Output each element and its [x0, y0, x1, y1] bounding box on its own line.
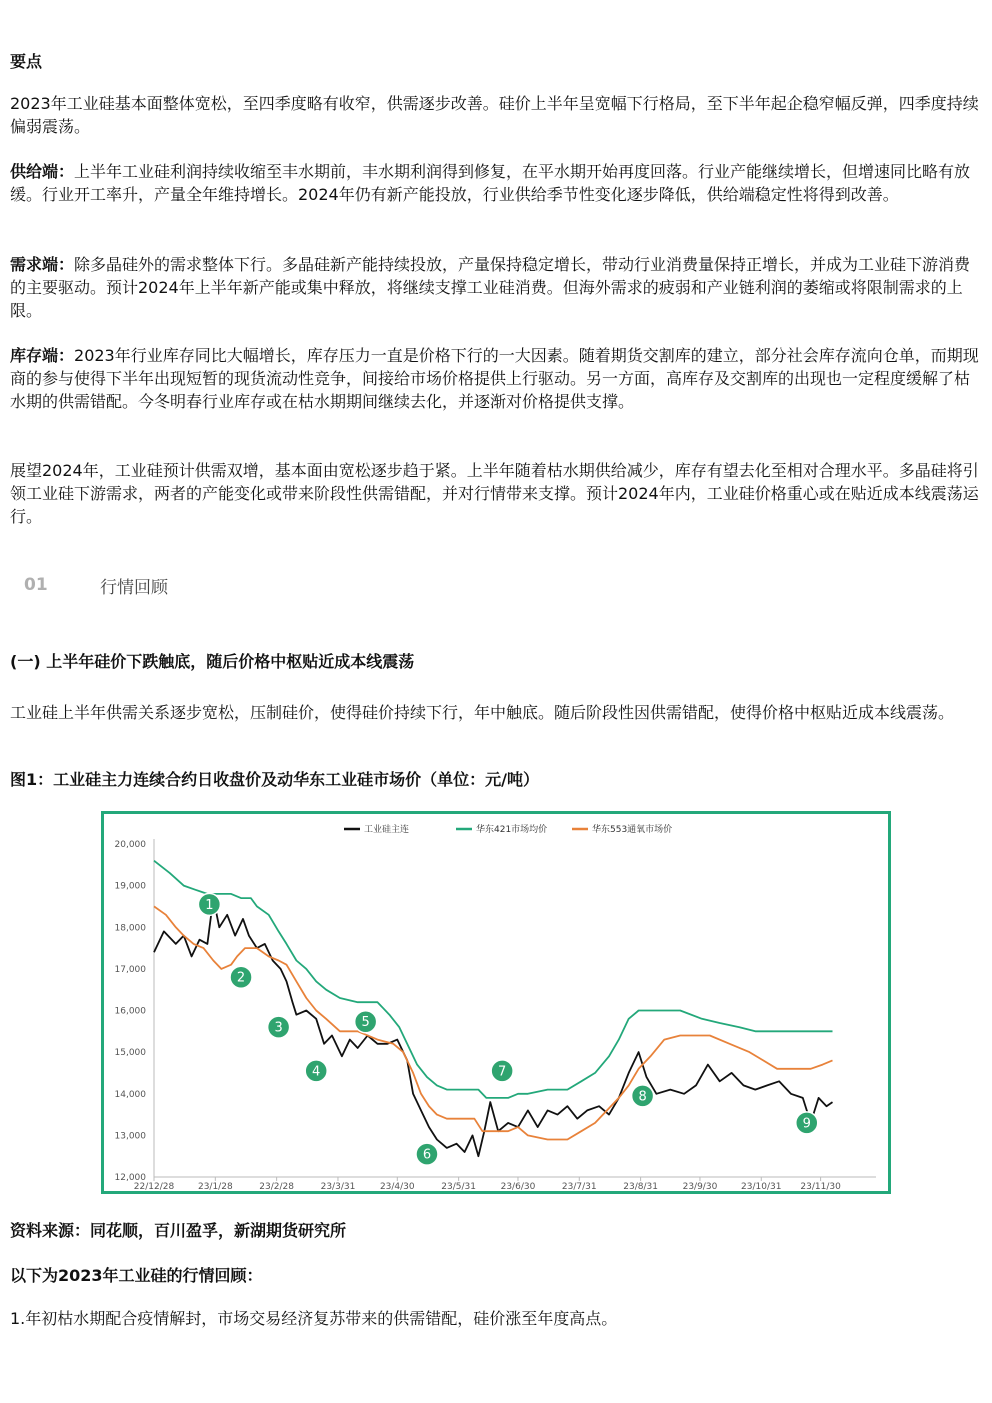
price-chart-svg	[104, 814, 888, 1191]
outlook-paragraph: 展望2024年，工业硅预计供需双增，基本面由宽松逐步趋于紧。上半年随着枯水期供给减少，库存有望去化至相对合理水平。多晶硅将引领工业硅下游需求，两者的产能变化或带来阶段性供需错配，并对行情带来支撑。预计2024年内，工业硅价格重心或在贴近成本线震荡运行。	[10, 461, 979, 526]
x-tick-label: 23/11/30	[800, 1182, 841, 1191]
x-tick-label: 23/1/28	[197, 1182, 233, 1191]
series-line	[154, 906, 833, 1139]
price-chart	[101, 811, 891, 1194]
y-tick-label: 18,000	[114, 923, 146, 934]
legend-label: 华东421市场均价	[476, 825, 548, 835]
legend-label: 华东553通氧市场价	[592, 825, 673, 835]
demand-paragraph	[10, 253, 982, 322]
legend-label: 工业硅主连	[364, 825, 410, 835]
x-tick-label: 23/5/31	[441, 1182, 476, 1191]
demand-label: 需求端：	[10, 255, 75, 274]
marker-label: 2	[236, 970, 246, 986]
subheading: (一) 上半年硅价下跌触底，随后价格中枢贴近成本线震荡	[10, 652, 415, 671]
x-tick-label: 22/12/28	[133, 1182, 175, 1191]
source-note: 资料来源：同花顺，百川盈孚，新湖期货研究所	[10, 1221, 347, 1240]
review-heading: 以下为2023年工业硅的行情回顾：	[10, 1266, 263, 1285]
summary-paragraph: 2023年工业硅基本面整体宽松，至四季度略有收窄，供需逐步改善。硅价上半年呈宽幅下行格局，至下半年起企稳窄幅反弹，四季度持续偏弱震荡。	[10, 94, 979, 136]
y-tick-label: 12,000	[114, 1173, 146, 1183]
marker-label: 3	[274, 1020, 283, 1036]
page-heading: 要点	[10, 52, 43, 71]
x-tick-label: 23/8/31	[623, 1182, 658, 1191]
review-item-1: 1.年初枯水期配合疫情解封，市场交易经济复苏带来的供需错配，硅价涨至年度高点。	[10, 1309, 618, 1328]
supply-text: 上半年工业硅利润持续收缩至丰水期前，丰水期利润得到修复，在平水期开始再度回落。行业产能继续增长，但增速同比略有放缓。行业开工率升，产量全年维持增长。2024年仍有新产能投放，行业供给季节性变化逐步降低，供给端稳定性将得到改善。	[10, 162, 971, 204]
x-tick-label: 23/3/31	[320, 1182, 356, 1191]
y-tick-label: 16,000	[114, 1006, 146, 1017]
supply-label: 供给端：	[10, 162, 75, 181]
marker-label: 5	[361, 1015, 370, 1031]
x-tick-label: 23/7/31	[561, 1182, 597, 1191]
marker-label: 9	[802, 1116, 811, 1132]
supply-paragraph	[10, 160, 982, 206]
demand-text: 除多晶硅外的需求整体下行。多晶硅新产能持续投放，产量保持稳定增长，带动行业消费量保持正增长，并成为工业硅下游消费的主要驱动。预计2024年上半年新产能或集中释放，将继续支撑工业硅消费。但海外需求的疲弱和产业链利润的萎缩或将限制需求的上限。	[10, 255, 971, 320]
x-tick-label: 23/2/28	[259, 1182, 294, 1191]
inventory-paragraph	[10, 344, 982, 413]
marker-label: 6	[422, 1147, 432, 1163]
marker-label: 4	[312, 1064, 321, 1080]
marker-label: 7	[498, 1064, 507, 1080]
y-tick-label: 15,000	[114, 1048, 146, 1059]
inventory-text: 2023年行业库存同比大幅增长，库存压力一直是价格下行的一大因素。随着期货交割库的建立，部分社会库存流向仓单，而期现商的参与使得下半年出现短暂的现货流动性竞争，间接给市场价格提供上行驱动。另一方面，高库存及交割库的出现也一定程度缓解了枯水期的供需错配。今冬明春行业库存或在枯水期期间继续去化，并逐渐对价格提供支撑。	[10, 346, 979, 411]
section-title: 行情回顾	[100, 578, 168, 598]
marker-label: 1	[205, 897, 214, 913]
section-number: 01	[24, 575, 48, 595]
figure-caption: 图1：工业硅主力连续合约日收盘价及动华东工业硅市场价（单位：元/吨）	[10, 770, 539, 789]
x-tick-label: 23/9/30	[682, 1182, 718, 1191]
series-line	[154, 898, 833, 1156]
y-tick-label: 20,000	[114, 840, 146, 850]
x-tick-label: 23/4/30	[379, 1182, 415, 1191]
y-tick-label: 17,000	[114, 964, 146, 975]
marker-label: 8	[638, 1089, 647, 1105]
y-tick-label: 13,000	[114, 1131, 146, 1142]
sub-paragraph: 工业硅上半年供需关系逐步宽松，压制硅价，使得硅价持续下行，年中触底。随后阶段性因供需错配，使得价格中枢贴近成本线震荡。	[10, 703, 955, 722]
x-tick-label: 23/10/31	[741, 1182, 782, 1191]
y-tick-label: 14,000	[114, 1089, 146, 1100]
inventory-label: 库存端：	[10, 346, 75, 365]
x-tick-label: 23/6/30	[500, 1182, 536, 1191]
series-line	[154, 861, 833, 1098]
y-tick-label: 19,000	[114, 881, 146, 892]
